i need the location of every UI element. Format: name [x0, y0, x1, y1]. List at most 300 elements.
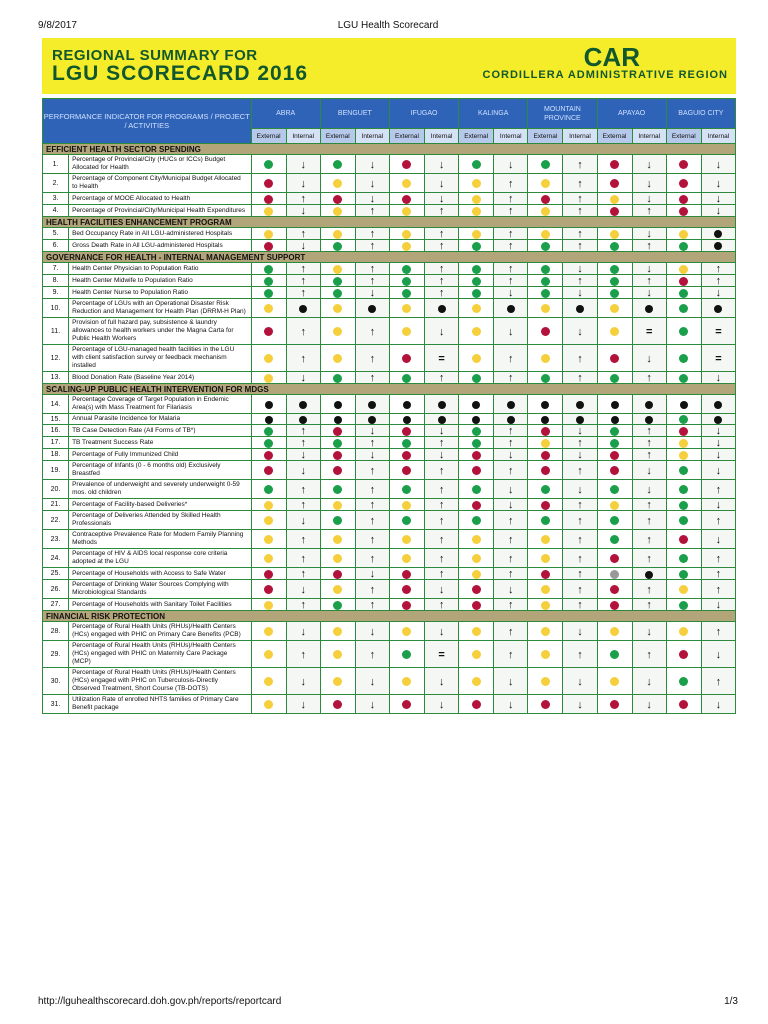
external-cell	[320, 299, 355, 318]
red-status-dot	[679, 277, 688, 286]
internal-cell	[701, 568, 735, 580]
internal-cell	[563, 641, 597, 668]
internal-cell	[286, 499, 320, 511]
internal-cell	[286, 530, 320, 549]
footer-url[interactable]: http://lguhealthscorecard.doh.gov.ph/reports/reportcard	[38, 996, 282, 1007]
internal-cell	[494, 499, 528, 511]
green-status-dot	[679, 327, 688, 336]
down-arrow-icon: ↓	[646, 228, 652, 240]
internal-cell	[563, 275, 597, 287]
internal-cell	[494, 287, 528, 299]
internal-cell	[563, 395, 597, 414]
internal-cell	[701, 549, 735, 568]
up-arrow-icon: ↑	[577, 464, 583, 477]
indicator-label: TB Treatment Success Rate	[69, 437, 252, 449]
scorecard-grid	[42, 98, 736, 986]
green-status-dot	[610, 439, 619, 448]
yellow-status-dot	[679, 265, 688, 274]
external-cell	[528, 345, 563, 372]
external-cell	[597, 580, 632, 599]
external-cell	[320, 345, 355, 372]
red-status-dot	[610, 585, 619, 594]
green-status-dot	[472, 265, 481, 274]
internal-cell	[701, 240, 735, 252]
table-row	[43, 205, 736, 217]
up-arrow-icon: ↑	[577, 193, 583, 205]
up-arrow-icon: ↑	[508, 533, 514, 546]
internal-cell	[286, 395, 320, 414]
up-arrow-icon: ↑	[577, 437, 583, 449]
external-subheader: External	[320, 129, 355, 144]
internal-cell	[286, 449, 320, 461]
internal-cell	[701, 395, 735, 414]
internal-cell	[494, 205, 528, 217]
internal-cell	[632, 155, 666, 174]
internal-cell	[355, 437, 389, 449]
up-arrow-icon: ↑	[369, 514, 376, 527]
internal-cell	[701, 275, 735, 287]
down-arrow-icon: ↓	[369, 158, 376, 171]
table-row	[43, 174, 736, 193]
up-arrow-icon: ↑	[438, 275, 445, 287]
yellow-status-dot	[610, 230, 619, 239]
down-arrow-icon: ↓	[715, 698, 722, 711]
yellow-status-dot	[333, 230, 342, 239]
no-data-dot	[714, 242, 722, 250]
red-status-dot	[679, 700, 688, 709]
no-data-dot	[299, 305, 307, 313]
internal-cell	[563, 695, 597, 714]
down-arrow-icon: ↓	[646, 483, 652, 496]
down-arrow-icon: ↓	[577, 325, 583, 338]
up-arrow-icon: ↑	[438, 372, 445, 384]
external-cell	[528, 372, 563, 384]
external-cell	[320, 275, 355, 287]
indicator-column-header: PERFORMANCE INDICATOR FOR PROGRAMS / PROJECT / ACTIVITIES	[43, 99, 252, 144]
red-status-dot	[472, 466, 481, 475]
up-arrow-icon: ↑	[646, 648, 652, 661]
up-arrow-icon: ↑	[438, 228, 445, 240]
indicator-label: Percentage of Fully Immunized Child	[69, 449, 252, 461]
internal-cell	[701, 641, 735, 668]
green-status-dot	[610, 427, 619, 436]
external-cell	[666, 275, 701, 287]
no-data-dot	[299, 416, 307, 424]
green-status-dot	[333, 485, 342, 494]
internal-cell	[425, 599, 459, 611]
red-status-dot	[402, 601, 411, 610]
external-cell	[251, 155, 286, 174]
green-status-dot	[541, 160, 550, 169]
row-number: 7.	[43, 263, 69, 275]
row-number: 1.	[43, 155, 69, 174]
external-cell	[389, 318, 424, 345]
up-arrow-icon: ↑	[369, 483, 376, 496]
red-status-dot	[610, 451, 619, 460]
external-cell	[459, 155, 494, 174]
external-cell	[528, 425, 563, 437]
internal-cell	[632, 461, 666, 480]
external-cell	[320, 511, 355, 530]
internal-cell	[355, 205, 389, 217]
internal-cell	[563, 549, 597, 568]
red-status-dot	[679, 427, 688, 436]
indicator-label: Percentage of Infants (0 - 6 months old) Exclusively Breastfed	[69, 461, 252, 480]
down-arrow-icon: ↓	[369, 568, 376, 580]
no-data-dot	[507, 401, 515, 409]
down-arrow-icon: ↓	[369, 449, 376, 461]
up-arrow-icon: ↑	[715, 275, 722, 287]
up-arrow-icon: ↑	[508, 514, 514, 527]
no-data-dot	[368, 305, 376, 313]
red-status-dot	[264, 466, 273, 475]
green-status-dot	[541, 485, 550, 494]
up-arrow-icon: ↑	[646, 449, 652, 461]
external-cell	[320, 641, 355, 668]
province-header: APAYAO	[597, 99, 666, 129]
red-status-dot	[402, 451, 411, 460]
external-cell	[320, 414, 355, 425]
internal-cell	[701, 263, 735, 275]
indicator-label: Utilization Rate of enrolled NHTS families of Primary Care Benefit package	[69, 695, 252, 714]
internal-cell	[701, 499, 735, 511]
green-status-dot	[679, 354, 688, 363]
internal-cell	[632, 414, 666, 425]
internal-cell	[286, 641, 320, 668]
down-arrow-icon: ↓	[715, 372, 722, 384]
internal-cell	[701, 530, 735, 549]
red-status-dot	[472, 585, 481, 594]
external-subheader: External	[528, 129, 563, 144]
down-arrow-icon: ↓	[369, 698, 376, 711]
internal-cell	[286, 287, 320, 299]
internal-cell	[563, 372, 597, 384]
row-number: 28.	[43, 622, 69, 641]
yellow-status-dot	[472, 570, 481, 579]
yellow-status-dot	[541, 601, 550, 610]
external-cell	[251, 287, 286, 299]
external-cell	[251, 641, 286, 668]
yellow-status-dot	[541, 585, 550, 594]
down-arrow-icon: ↓	[369, 287, 376, 299]
internal-subheader: Internal	[355, 129, 389, 144]
up-arrow-icon: ↑	[508, 240, 514, 252]
internal-cell	[563, 193, 597, 205]
up-arrow-icon: ↑	[369, 205, 376, 217]
internal-cell	[701, 372, 735, 384]
internal-cell	[425, 437, 459, 449]
external-cell	[459, 668, 494, 695]
external-cell	[666, 437, 701, 449]
up-arrow-icon: ↑	[508, 228, 514, 240]
up-arrow-icon: ↑	[577, 352, 583, 365]
down-arrow-icon: ↓	[715, 158, 722, 171]
yellow-status-dot	[333, 535, 342, 544]
no-data-dot	[368, 416, 376, 424]
green-status-dot	[610, 535, 619, 544]
down-arrow-icon: ↓	[577, 425, 583, 437]
print-header	[38, 20, 738, 34]
internal-cell	[701, 414, 735, 425]
no-data-dot	[403, 416, 411, 424]
internal-cell	[494, 449, 528, 461]
external-cell	[389, 461, 424, 480]
external-cell	[389, 641, 424, 668]
internal-cell	[494, 599, 528, 611]
external-cell	[666, 299, 701, 318]
down-arrow-icon: ↓	[577, 449, 583, 461]
down-arrow-icon: ↓	[646, 675, 652, 688]
internal-cell	[701, 193, 735, 205]
indicator-label: Contraceptive Prevalence Rate for Modern Family Planning Methods	[69, 530, 252, 549]
internal-cell	[286, 205, 320, 217]
external-cell	[389, 511, 424, 530]
green-status-dot	[679, 466, 688, 475]
red-status-dot	[610, 179, 619, 188]
external-cell	[251, 275, 286, 287]
table-row	[43, 641, 736, 668]
green-status-dot	[541, 242, 550, 251]
external-cell	[251, 174, 286, 193]
internal-cell	[425, 345, 459, 372]
external-cell	[528, 668, 563, 695]
external-cell	[320, 437, 355, 449]
internal-cell	[632, 287, 666, 299]
green-status-dot	[679, 415, 688, 424]
internal-cell	[563, 318, 597, 345]
internal-cell	[494, 414, 528, 425]
green-status-dot	[333, 289, 342, 298]
green-status-dot	[402, 650, 411, 659]
external-subheader: External	[459, 129, 494, 144]
external-cell	[528, 549, 563, 568]
external-cell	[666, 668, 701, 695]
up-arrow-icon: ↑	[438, 499, 445, 511]
external-cell	[389, 193, 424, 205]
external-cell	[666, 695, 701, 714]
up-arrow-icon: ↑	[577, 568, 583, 580]
down-arrow-icon: ↓	[646, 464, 652, 477]
external-cell	[320, 530, 355, 549]
up-arrow-icon: ↑	[577, 372, 583, 384]
internal-cell	[632, 318, 666, 345]
section-title: SCALING-UP PUBLIC HEALTH INTERVENTION FOR MDGS	[43, 384, 736, 395]
internal-cell	[286, 240, 320, 252]
yellow-status-dot	[679, 585, 688, 594]
up-arrow-icon: ↑	[508, 425, 514, 437]
internal-cell	[355, 414, 389, 425]
row-number: 26.	[43, 580, 69, 599]
section-row	[43, 252, 736, 263]
up-arrow-icon: ↑	[300, 499, 306, 511]
green-status-dot	[472, 427, 481, 436]
external-cell	[666, 193, 701, 205]
external-cell	[666, 240, 701, 252]
print-date: 9/8/2017	[38, 20, 77, 31]
internal-cell	[494, 174, 528, 193]
internal-cell	[494, 372, 528, 384]
indicator-label: Percentage of Drinking Water Sources Complying with Microbiological Standards	[69, 580, 252, 599]
down-arrow-icon: ↓	[300, 240, 306, 252]
internal-cell	[355, 668, 389, 695]
down-arrow-icon: ↓	[300, 583, 306, 596]
external-cell	[320, 480, 355, 499]
row-number: 12.	[43, 345, 69, 372]
green-status-dot	[402, 374, 411, 383]
internal-cell	[632, 668, 666, 695]
red-status-dot	[402, 700, 411, 709]
external-cell	[528, 205, 563, 217]
external-cell	[666, 345, 701, 372]
green-status-dot	[264, 160, 273, 169]
down-arrow-icon: ↓	[508, 287, 514, 299]
banner-title-line2: LGU SCORECARD 2016	[52, 62, 309, 85]
up-arrow-icon: ↑	[577, 514, 583, 527]
external-cell	[528, 299, 563, 318]
internal-cell	[286, 372, 320, 384]
internal-cell	[425, 414, 459, 425]
green-status-dot	[402, 277, 411, 286]
no-data-dot	[714, 230, 722, 238]
yellow-status-dot	[402, 535, 411, 544]
down-arrow-icon: ↓	[577, 698, 583, 711]
internal-cell	[355, 263, 389, 275]
internal-cell	[701, 461, 735, 480]
internal-cell	[425, 240, 459, 252]
section-row	[43, 144, 736, 155]
indicator-label: Percentage of Provincial/City (HUCs or ICCs) Budget Allocated for Health	[69, 155, 252, 174]
down-arrow-icon: ↓	[715, 464, 722, 477]
external-cell	[389, 668, 424, 695]
internal-cell	[701, 437, 735, 449]
internal-cell	[494, 240, 528, 252]
external-cell	[528, 461, 563, 480]
internal-cell	[563, 299, 597, 318]
province-header: ABRA	[251, 99, 320, 129]
external-cell	[528, 695, 563, 714]
external-cell	[666, 372, 701, 384]
green-status-dot	[679, 677, 688, 686]
internal-cell	[355, 275, 389, 287]
up-arrow-icon: ↑	[369, 372, 376, 384]
internal-cell	[701, 299, 735, 318]
internal-cell	[563, 511, 597, 530]
down-arrow-icon: ↓	[438, 177, 445, 190]
internal-cell	[286, 174, 320, 193]
external-cell	[528, 568, 563, 580]
no-data-dot	[576, 416, 584, 424]
yellow-status-dot	[264, 700, 273, 709]
internal-cell	[425, 499, 459, 511]
external-cell	[389, 345, 424, 372]
external-cell	[459, 499, 494, 511]
internal-cell	[355, 345, 389, 372]
down-arrow-icon: ↓	[438, 675, 445, 688]
section-row	[43, 611, 736, 622]
up-arrow-icon: ↑	[300, 483, 306, 496]
internal-cell	[355, 395, 389, 414]
up-arrow-icon: ↑	[577, 648, 583, 661]
red-status-dot	[402, 160, 411, 169]
internal-cell	[701, 174, 735, 193]
table-row	[43, 299, 736, 318]
no-data-dot	[472, 401, 480, 409]
table-row	[43, 193, 736, 205]
page-footer	[38, 996, 738, 1010]
external-cell	[251, 437, 286, 449]
internal-cell	[355, 622, 389, 641]
internal-cell	[632, 622, 666, 641]
table-row	[43, 425, 736, 437]
red-status-dot	[264, 179, 273, 188]
row-number: 31.	[43, 695, 69, 714]
green-status-dot	[472, 277, 481, 286]
table-row	[43, 155, 736, 174]
external-cell	[597, 668, 632, 695]
row-number: 23.	[43, 530, 69, 549]
yellow-status-dot	[541, 179, 550, 188]
up-arrow-icon: ↑	[369, 228, 376, 240]
table-row	[43, 395, 736, 414]
yellow-status-dot	[472, 207, 481, 216]
internal-cell	[355, 372, 389, 384]
external-cell	[389, 425, 424, 437]
external-cell	[459, 275, 494, 287]
green-status-dot	[610, 374, 619, 383]
internal-cell	[632, 299, 666, 318]
internal-cell	[355, 511, 389, 530]
external-cell	[251, 695, 286, 714]
external-cell	[597, 599, 632, 611]
up-arrow-icon: ↑	[646, 514, 652, 527]
external-cell	[251, 240, 286, 252]
internal-cell	[425, 372, 459, 384]
table-row	[43, 622, 736, 641]
green-status-dot	[679, 554, 688, 563]
external-cell	[597, 425, 632, 437]
yellow-status-dot	[333, 354, 342, 363]
table-row	[43, 568, 736, 580]
yellow-status-dot	[541, 677, 550, 686]
red-status-dot	[679, 650, 688, 659]
row-number: 13.	[43, 372, 69, 384]
indicator-label: Provision of full hazard pay, subsistence & laundry allowances to health workers under the Magna Carta for Public Health Workers	[69, 318, 252, 345]
indicator-label: Health Center Nurse to Population Ratio	[69, 287, 252, 299]
internal-cell	[355, 425, 389, 437]
red-status-dot	[333, 451, 342, 460]
yellow-status-dot	[472, 327, 481, 336]
up-arrow-icon: ↑	[508, 372, 514, 384]
green-status-dot	[610, 289, 619, 298]
external-cell	[320, 425, 355, 437]
region-code: CAR	[583, 42, 640, 72]
down-arrow-icon: ↓	[438, 193, 445, 205]
external-cell	[320, 318, 355, 345]
yellow-status-dot	[402, 230, 411, 239]
internal-cell	[563, 668, 597, 695]
external-cell	[389, 437, 424, 449]
yellow-status-dot	[333, 554, 342, 563]
external-cell	[597, 318, 632, 345]
internal-cell	[425, 318, 459, 345]
internal-cell	[286, 580, 320, 599]
internal-cell	[494, 511, 528, 530]
external-cell	[459, 622, 494, 641]
yellow-status-dot	[541, 535, 550, 544]
internal-cell	[494, 668, 528, 695]
external-cell	[320, 549, 355, 568]
internal-cell	[425, 461, 459, 480]
